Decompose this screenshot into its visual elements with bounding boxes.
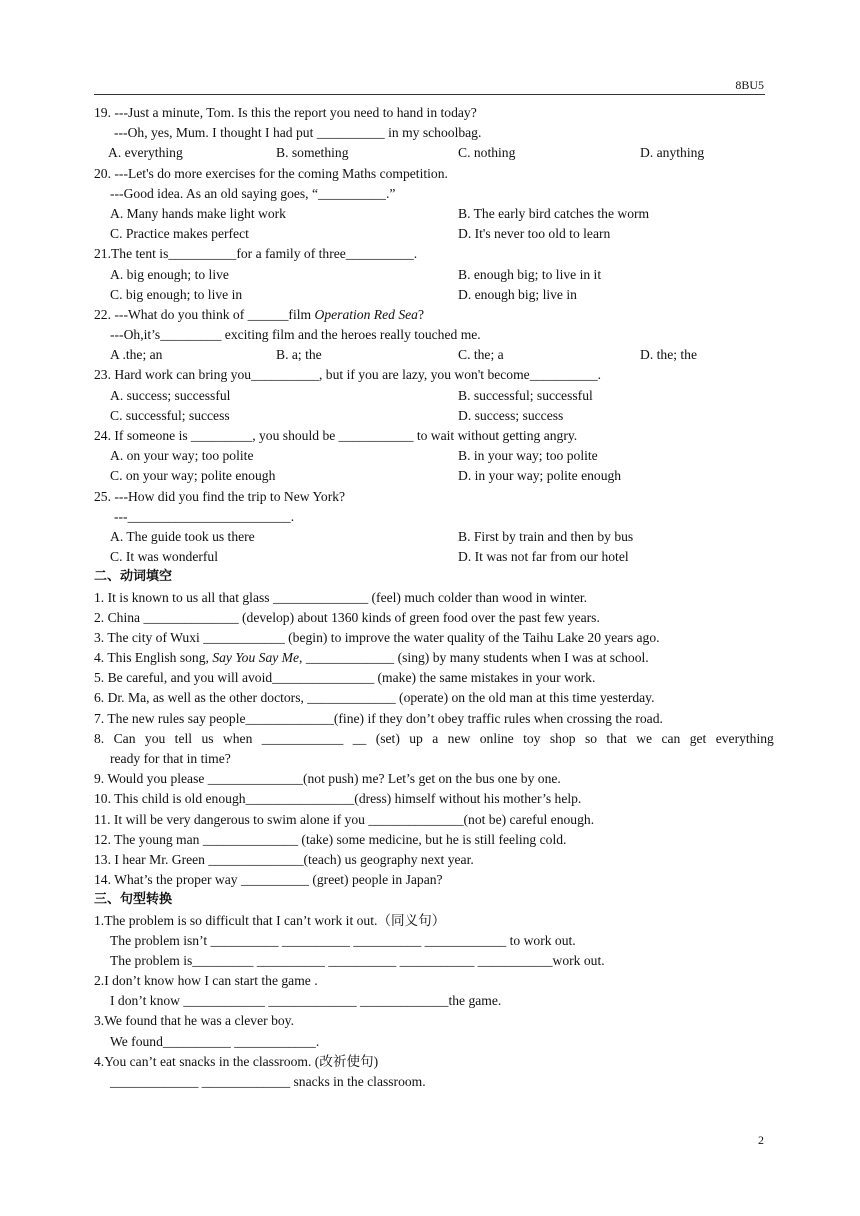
word: shop <box>549 730 576 746</box>
option-d: D. anything <box>640 145 705 161</box>
verb-item-5: 5. Be careful, and you will avoid_______________ (make) the same mistakes in your work. <box>94 670 596 686</box>
option-b: B. in your way; too polite <box>458 448 598 464</box>
option-b: B. First by train and then by bus <box>458 528 634 544</box>
option-d: D. enough big; live in <box>458 286 577 302</box>
word: up <box>409 730 423 746</box>
option-a: A. big enough; to live <box>110 266 229 282</box>
option-d: D. It was not far from our hotel <box>458 549 629 565</box>
word: everything <box>715 730 774 746</box>
transform-item-1: 1.The problem is so difficult that I can’t work it out.（同义句） <box>94 912 446 928</box>
verb-item-1: 1. It is known to us all that glass ______________ (feel) much colder than wood in winter. <box>94 589 588 605</box>
transform-item-3-answer: We found__________ ____________. <box>110 1033 320 1049</box>
transform-item-4: 4.You can’t eat snacks in the classroom. (改祈使句) <box>94 1053 379 1069</box>
question-24-options-row2 <box>94 466 774 486</box>
verb-item-13: 13. I hear Mr. Green ______________(teach) us geography next year. <box>94 851 474 867</box>
worksheet-content <box>94 103 774 1092</box>
answer-blank: __ <box>352 730 367 746</box>
option-a: A. The guide took us there <box>110 528 255 544</box>
option-c: C. on your way; polite enough <box>110 468 276 484</box>
option-c: C. It was wonderful <box>110 549 218 565</box>
verb-item-6: 6. Dr. Ma, as well as the other doctors, _____________ (operate) on the old man at this time yesterday. <box>94 690 655 706</box>
question-23-options-row2 <box>94 406 774 426</box>
word: can <box>661 730 681 746</box>
word: (set) <box>375 730 400 746</box>
transform-item-3: 3.We found that he was a clever boy. <box>94 1013 294 1029</box>
option-b: B. successful; successful <box>458 387 593 403</box>
option-c: C. successful; success <box>110 407 230 423</box>
word: us <box>201 730 214 746</box>
word: online <box>479 730 514 746</box>
question-22-stem-start: 22. ---What do you think of ______film <box>94 306 315 322</box>
page-number: 2 <box>758 1133 764 1147</box>
question-21-stem: 21.The tent is__________for a family of three__________. <box>94 246 418 262</box>
question-21-options-row2 <box>94 285 774 305</box>
verb-item-4-end: , _____________ (sing) by many students when I was at school. <box>299 650 649 666</box>
option-c: C. nothing <box>458 145 516 161</box>
question-25-reply: ---________________________. <box>114 508 295 524</box>
option-c: C. the; a <box>458 347 504 363</box>
transform-item-2: 2.I don’t know how I can start the game . <box>94 973 318 989</box>
word: so <box>584 730 598 746</box>
verb-item-10: 10. This child is old enough________________(dress) himself without his mother’s help. <box>94 791 582 807</box>
word: 8. <box>94 730 105 746</box>
option-a: A. Many hands make light work <box>110 205 286 221</box>
question-22-options <box>94 345 774 365</box>
transform-item-1-answer-2: The problem is_________ __________ __________ ___________ ___________work out. <box>110 952 605 968</box>
question-21-options-row1 <box>94 265 774 285</box>
transform-item-1-answer-1: The problem isn’t __________ __________ __________ ____________ to work out. <box>110 932 576 948</box>
option-b: B. something <box>276 145 349 161</box>
option-a: A .the; an <box>110 347 163 363</box>
question-19-options <box>94 143 774 163</box>
question-22-stem <box>94 305 774 325</box>
answer-blank: ____________ <box>261 730 344 746</box>
question-25-options-row1 <box>94 527 774 547</box>
verb-item-8 <box>94 729 774 749</box>
verb-item-7: 7. The new rules say people_____________(fine) if they don’t obey traffic rules when crossing the road. <box>94 710 663 726</box>
question-22-reply: ---Oh,it’s_________ exciting film and the heroes really touched me. <box>110 327 481 343</box>
question-20-options-row2 <box>94 224 774 244</box>
option-d: D. the; the <box>640 347 698 363</box>
section-3-title: 三、句型转换 <box>94 892 173 908</box>
transform-item-2-answer: I don’t know ____________ _____________ _____________the game. <box>110 993 502 1009</box>
option-a: A. success; successful <box>110 387 231 403</box>
option-d: D. It's never too old to learn <box>458 226 611 242</box>
question-22-stem-end: ? <box>417 306 424 322</box>
option-a: A. on your way; too polite <box>110 448 254 464</box>
question-20-stem: 20. ---Let's do more exercises for the coming Maths competition. <box>94 165 448 181</box>
word: that <box>606 730 627 746</box>
header-rule <box>94 94 765 95</box>
verb-item-12: 12. The young man ______________ (take) some medicine, but he is still feeling cold. <box>94 831 567 847</box>
option-a: A. everything <box>108 145 183 161</box>
question-20-reply: ---Good idea. As an old saying goes, “__________.” <box>110 185 396 201</box>
option-b: B. a; the <box>276 347 322 363</box>
word: we <box>636 730 653 746</box>
section-2-title: 二、动词填空 <box>94 569 173 585</box>
question-20-options-row1 <box>94 204 774 224</box>
word: get <box>689 730 707 746</box>
song-title: Say You Say Me <box>212 650 300 666</box>
question-23-options-row1 <box>94 386 774 406</box>
option-c: C. Practice makes perfect <box>110 226 249 242</box>
question-19-stem: 19. ---Just a minute, Tom. Is this the report you need to hand in today? <box>94 105 477 120</box>
verb-item-11: 11. It will be very dangerous to swim alone if you ______________(not be) careful enough. <box>94 811 595 827</box>
transform-item-4-answer: _____________ _____________ snacks in the classroom. <box>110 1074 426 1089</box>
header-code: 8BU5 <box>735 78 764 92</box>
question-24-options-row1 <box>94 446 774 466</box>
film-title: Operation Red Sea <box>314 306 418 322</box>
verb-item-3: 3. The city of Wuxi ____________ (begin) to improve the water quality of the Taihu Lake 20 years ago. <box>94 629 660 645</box>
verb-item-4 <box>94 648 774 668</box>
word: you <box>144 730 166 746</box>
word: Can <box>113 730 136 746</box>
question-25-stem: 25. ---How did you find the trip to New York? <box>94 488 346 504</box>
word: new <box>447 730 471 746</box>
verb-item-4-start: 4. This English song, <box>94 650 213 666</box>
verb-item-2: 2. China ______________ (develop) about 1360 kinds of green food over the past few years. <box>94 609 600 625</box>
question-24-stem: 24. If someone is _________, you should be ___________ to wait without getting angry. <box>94 428 578 443</box>
option-b: B. enough big; to live in it <box>458 266 602 282</box>
word: a <box>432 730 439 746</box>
verb-item-9: 9. Would you please ______________(not push) me? Let’s get on the bus one by one. <box>94 771 561 787</box>
question-25-options-row2 <box>94 547 774 567</box>
word: toy <box>523 730 541 746</box>
question-19-reply: ---Oh, yes, Mum. I thought I had put __________ in my schoolbag. <box>114 125 482 141</box>
verb-item-8-continued: ready for that in time? <box>110 751 231 766</box>
option-d: D. success; success <box>458 407 564 423</box>
option-d: D. in your way; polite enough <box>458 468 622 484</box>
question-23-stem: 23. Hard work can bring you__________, but if you are lazy, you won't become__________. <box>94 367 602 383</box>
word: when <box>222 730 253 746</box>
option-b: B. The early bird catches the worm <box>458 205 650 221</box>
word: tell <box>174 730 193 746</box>
option-c: C. big enough; to live in <box>110 286 243 302</box>
verb-item-14: 14. What’s the proper way __________ (greet) people in Japan? <box>94 872 443 888</box>
